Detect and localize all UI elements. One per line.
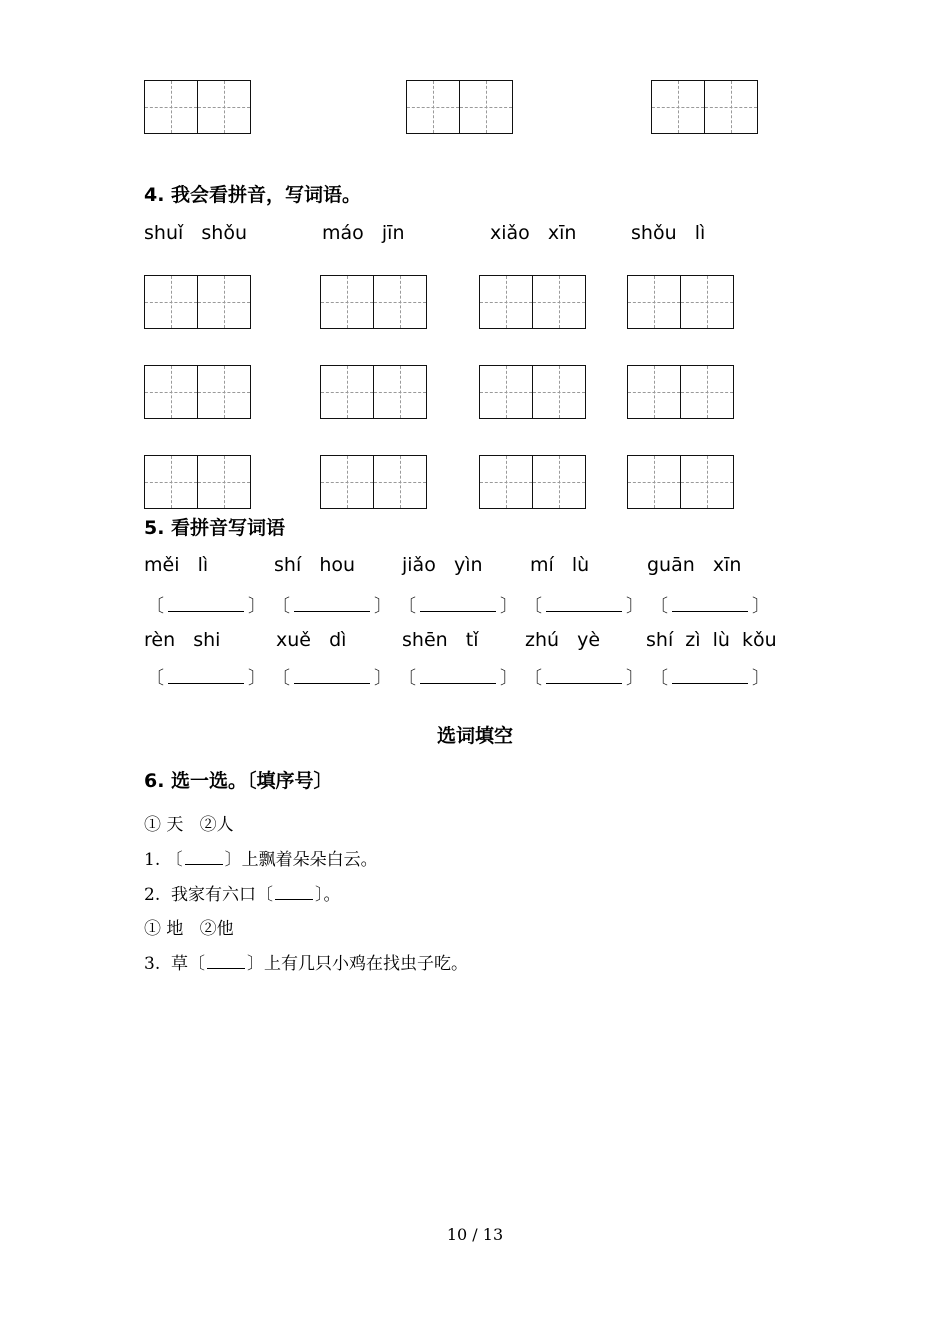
- options-line: ① 天 ②人: [144, 815, 234, 835]
- pinyin-label: guān xīn: [647, 554, 742, 576]
- pinyin-label: shuǐ shǒu: [144, 222, 247, 244]
- pinyin-label: máo jīn: [322, 222, 405, 244]
- pinyin-label: shí zì lù kǒu: [646, 629, 777, 651]
- pinyin-label: xuě dì: [276, 629, 347, 651]
- answer-blank[interactable]: [420, 667, 496, 684]
- pinyin-label: jiǎo yìn: [402, 554, 483, 576]
- answer-blank[interactable]: [207, 954, 245, 969]
- writing-grid[interactable]: [144, 455, 249, 509]
- answer-bracket[interactable]: 〔 〕: [398, 668, 518, 689]
- answer-bracket[interactable]: 〔 〕: [524, 668, 644, 689]
- pinyin-label: shí hou: [274, 554, 356, 576]
- writing-grid[interactable]: [627, 365, 732, 419]
- question-2: 2. 我家有六口〔 〕。: [144, 885, 341, 905]
- answer-bracket[interactable]: 〔 〕: [650, 668, 770, 689]
- answer-bracket[interactable]: 〔 〕: [398, 596, 518, 617]
- question-1: 1. 〔 〕上飘着朵朵白云。: [144, 850, 378, 870]
- section5-heading: 5. 看拼音写词语: [144, 517, 286, 539]
- section4-heading: 4. 我会看拼音，写词语。: [144, 184, 362, 206]
- pinyin-label: mí lù: [530, 554, 590, 576]
- writing-grid[interactable]: [144, 275, 249, 329]
- answer-blank[interactable]: [294, 595, 370, 612]
- writing-grid[interactable]: [479, 365, 584, 419]
- writing-grid[interactable]: [320, 455, 425, 509]
- writing-grid[interactable]: [651, 80, 756, 134]
- answer-bracket[interactable]: 〔 〕: [650, 596, 770, 617]
- answer-blank[interactable]: [420, 595, 496, 612]
- answer-bracket[interactable]: 〔 〕: [272, 668, 392, 689]
- pinyin-label: zhú yè: [525, 629, 601, 651]
- options-line: ① 地 ②他: [144, 919, 234, 939]
- writing-grid[interactable]: [479, 455, 584, 509]
- section-title: 选词填空: [436, 725, 513, 747]
- answer-bracket[interactable]: 〔 〕: [146, 596, 266, 617]
- pinyin-label: shǒu lì: [631, 222, 706, 244]
- writing-grid[interactable]: [406, 80, 511, 134]
- writing-grid[interactable]: [627, 455, 732, 509]
- answer-blank[interactable]: [672, 667, 748, 684]
- pinyin-label: měi lì: [144, 554, 209, 576]
- answer-blank[interactable]: [546, 595, 622, 612]
- pinyin-label: xiǎo xīn: [490, 222, 577, 244]
- section6-heading: 6. 选一选。〔填序号〕: [144, 770, 333, 792]
- answer-blank[interactable]: [168, 667, 244, 684]
- answer-bracket[interactable]: 〔 〕: [524, 596, 644, 617]
- writing-grid[interactable]: [627, 275, 732, 329]
- answer-bracket[interactable]: 〔 〕: [272, 596, 392, 617]
- writing-grid[interactable]: [320, 365, 425, 419]
- writing-grid[interactable]: [144, 80, 249, 134]
- writing-grid[interactable]: [320, 275, 425, 329]
- answer-blank[interactable]: [185, 850, 223, 865]
- answer-blank[interactable]: [275, 885, 313, 900]
- pinyin-label: shēn tǐ: [402, 629, 479, 651]
- answer-bracket[interactable]: 〔 〕: [146, 668, 266, 689]
- writing-grid[interactable]: [479, 275, 584, 329]
- answer-blank[interactable]: [294, 667, 370, 684]
- writing-grid[interactable]: [144, 365, 249, 419]
- pinyin-label: rèn shi: [144, 629, 221, 651]
- answer-blank[interactable]: [168, 595, 244, 612]
- answer-blank[interactable]: [546, 667, 622, 684]
- answer-blank[interactable]: [672, 595, 748, 612]
- question-3: 3. 草〔 〕上有几只小鸡在找虫子吃。: [144, 954, 469, 974]
- page-number: 10 / 13: [446, 1225, 504, 1244]
